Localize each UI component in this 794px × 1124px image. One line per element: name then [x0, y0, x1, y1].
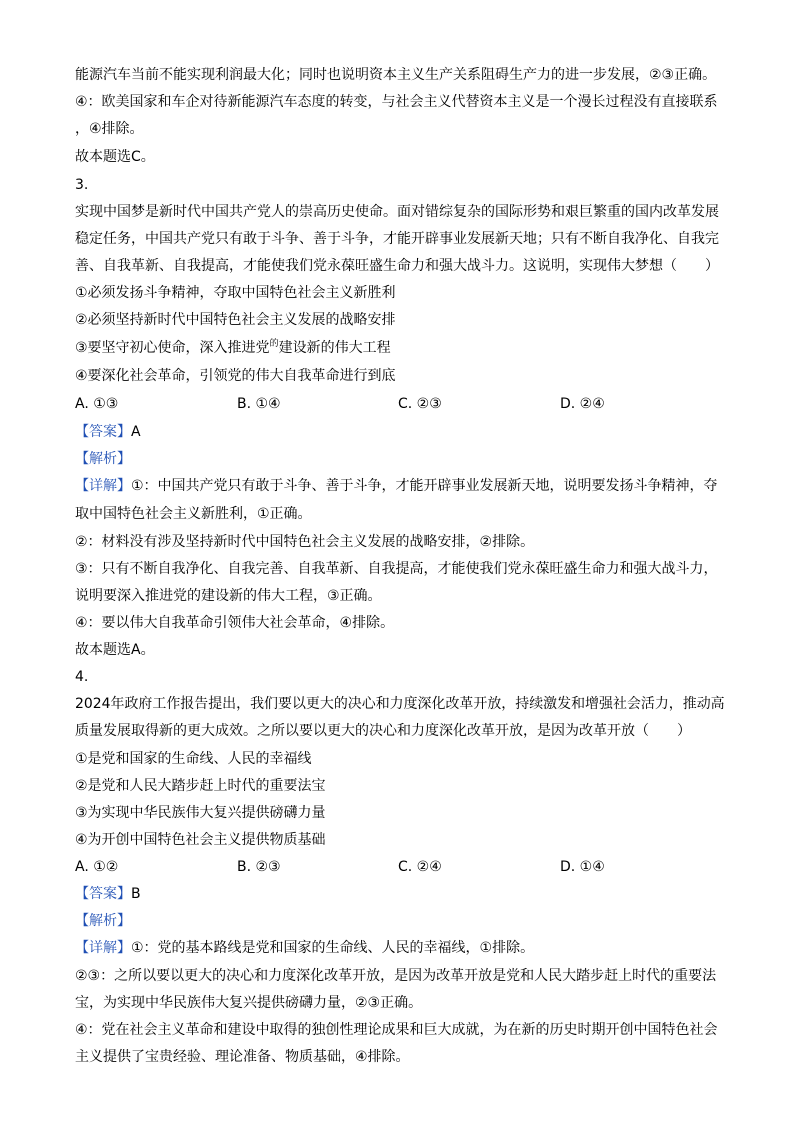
question-3-item-3-sup: 的: [269, 339, 279, 349]
question-3-answer: [75, 423, 141, 441]
answer-value: A: [131, 424, 141, 440]
question-4-stem-1: 2024年政府工作报告提出，我们要以更大的决心和力度深化改革开放，持续激发和增强社会活力，推动高: [75, 696, 725, 712]
question-4-detail-3a: ④：党在社会主义革命和建设中取得的独创性理论成果和巨大成就，为在新的历史时期开创中国特色社会: [75, 1022, 718, 1038]
question-3-stem-3: 善、自我革新、自我提高，才能使我们党永葆旺盛生命力和强大战斗力。这说明，实现伟大梦想（ ）: [75, 258, 719, 274]
question-4-stem-2: 质量发展取得新的更大成效。之所以要以更大的决心和力度深化改革开放，是因为改革开放（ ）: [75, 723, 691, 739]
question-3-option-a: A. ①③: [75, 396, 119, 412]
detail-tag: 【详解】: [75, 940, 131, 956]
question-4-item-1: ①是党和国家的生命线、人民的幸福线: [75, 751, 312, 767]
question-3-option-c: C. ②③: [398, 396, 442, 412]
question-3-item-1: ①必须发扬斗争精神，夺取中国特色社会主义新胜利: [75, 285, 396, 301]
question-4-options: [75, 858, 725, 876]
question-4-option-d: D. ①④: [560, 859, 605, 875]
question-4-analysis-tag: 【解析】: [75, 913, 131, 929]
question-3-stem-2: 稳定任务，中国共产党只有敢于斗争、善于斗争，才能开辟事业发展新天地；只有不断自我净化、自我完: [75, 231, 719, 247]
question-3-detail-3a: ③：只有不断自我净化、自我完善、自我革新、自我提高，才能使我们党永葆旺盛生命力和强大战斗力，: [75, 561, 718, 577]
question-4-item-3: ③为实现中华民族伟大复兴提供磅礴力量: [75, 805, 326, 821]
question-3-option-b: B. ①④: [237, 396, 281, 412]
question-3-analysis-tag: 【解析】: [75, 451, 131, 467]
intro-line-1: 能源汽车当前不能实现利润最大化；同时也说明资本主义生产关系阻碍生产力的进一步发展，②③正确。: [75, 67, 717, 83]
question-4-detail-3b: 主义提供了宝贵经验、理论准备、物质基础，④排除。: [75, 1049, 410, 1065]
question-4-item-4: ④为开创中国特色社会主义提供物质基础: [75, 832, 326, 848]
question-3-item-2: ②必须坚持新时代中国特色社会主义发展的战略安排: [75, 312, 396, 328]
question-4-number: 4.: [75, 669, 89, 685]
detail-text: ①：中国共产党只有敢于斗争、善于斗争，才能开辟事业发展新天地，说明要发扬斗争精神，夺: [131, 478, 718, 494]
detail-tag: 【详解】: [75, 478, 131, 494]
question-3-item-4: ④要深化社会革命，引领党的伟大自我革命进行到底: [75, 368, 396, 384]
detail-text: ①：党的基本路线是党和国家的生命线、人民的幸福线，①排除。: [131, 940, 535, 956]
question-3-item-3: [75, 339, 391, 359]
answer-value: B: [131, 886, 141, 902]
question-4-answer: [75, 885, 141, 903]
question-4-item-2: ②是党和人民大踏步赶上时代的重要法宝: [75, 778, 326, 794]
intro-line-3: ，④排除。: [75, 121, 144, 137]
question-4-option-a: A. ①②: [75, 859, 119, 875]
question-4-detail-2b: 宝，为实现中华民族伟大复兴提供磅礴力量，②③正确。: [75, 995, 423, 1011]
question-3-options: [75, 395, 725, 413]
intro-line-2: ④：欧美国家和车企对待新能源汽车态度的转变，与社会主义代替资本主义是一个漫长过程没有直接联系: [75, 94, 718, 110]
question-4-option-b: B. ②③: [237, 859, 281, 875]
question-3-item-3-part-a: ③要坚守初心使命，深入推进党: [75, 340, 270, 356]
intro-conclusion: 故本题选C。: [75, 149, 155, 165]
question-3-detail-1b: 取中国特色社会主义新胜利，①正确。: [75, 506, 312, 522]
question-3-option-d: D. ②④: [560, 396, 605, 412]
question-3-detail-1a: [75, 477, 718, 495]
question-3-item-3-part-b: 建设新的伟大工程: [278, 340, 391, 356]
question-3-detail-4: ④：要以伟大自我革命引领伟大社会革命，④排除。: [75, 615, 395, 631]
question-3-conclusion: 故本题选A。: [75, 642, 155, 658]
question-3-detail-2: ②：材料没有涉及坚持新时代中国特色社会主义发展的战略安排，②排除。: [75, 534, 535, 550]
answer-tag: 【答案】: [75, 424, 131, 440]
question-3-number: 3.: [75, 177, 89, 193]
answer-tag: 【答案】: [75, 886, 131, 902]
question-3-stem-1: 实现中国梦是新时代中国共产党人的崇高历史使命。面对错综复杂的国际形势和艰巨繁重的国内改革发展: [75, 204, 719, 220]
question-4-option-c: C. ②④: [398, 859, 442, 875]
question-4-detail-2a: ②③：之所以要以更大的决心和力度深化改革开放，是因为改革开放是党和人民大踏步赶上时代的重要法: [75, 968, 717, 984]
question-3-detail-3b: 说明要深入推进党的建设新的伟大工程，③正确。: [75, 588, 382, 604]
question-4-detail-1: [75, 939, 534, 957]
